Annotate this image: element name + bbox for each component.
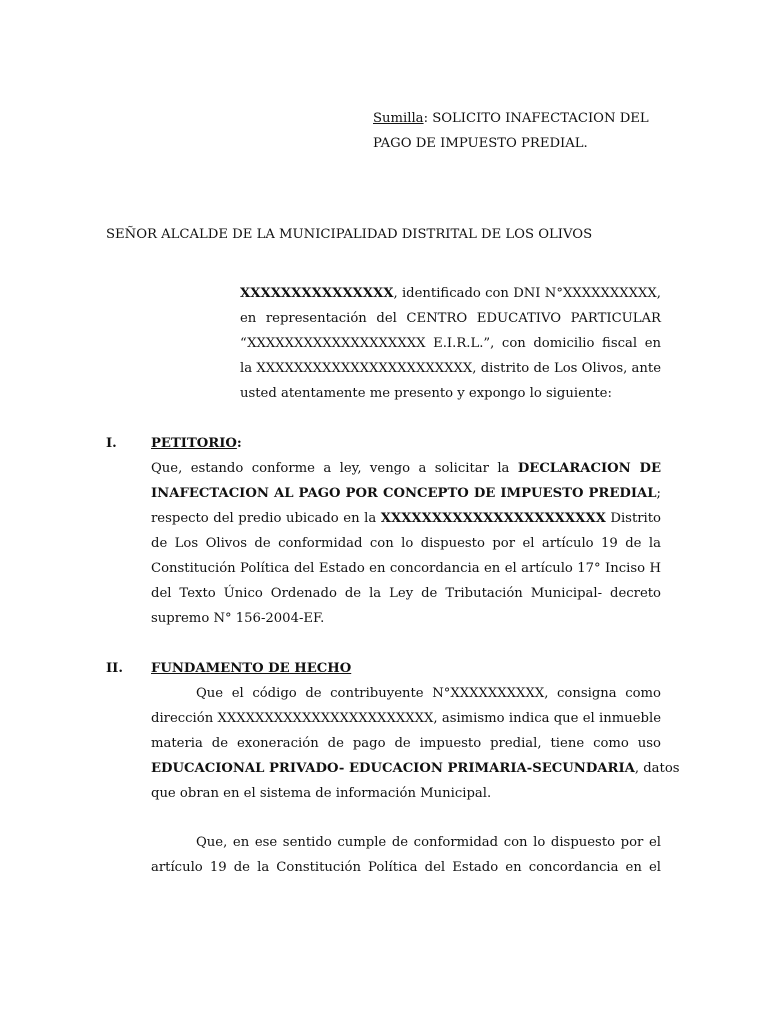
petitorio-line-2 <box>151 481 661 506</box>
section-2-numeral: II. <box>106 661 123 676</box>
sumilla-line-1 <box>373 106 663 131</box>
fundamento-p1-line-4-b: , datos <box>634 761 680 776</box>
predio-address: XXXXXXXXXXXXXXXXXXXXXX <box>380 511 606 526</box>
petitorio-line-3-c: Distrito <box>605 511 661 526</box>
petitorio-heading: PETITORIO <box>151 436 237 451</box>
fundamento-paragraph-2 <box>151 830 661 880</box>
petitorio-line-2-a: INAFECTACION AL PAGO POR CONCEPTO DE IMPUESTO PREDIAL <box>151 486 657 501</box>
uso-educacional: EDUCACIONAL PRIVADO- EDUCACION PRIMARIA-SECUNDARIA <box>151 761 635 776</box>
intro-line-5: usted atentamente me presento y expongo lo siguiente: <box>240 386 612 401</box>
fundamento-paragraph-1 <box>151 681 680 806</box>
petitorio-line-1-b: DECLARACION DE <box>517 461 662 476</box>
fundamento-p2-line-2: artículo 19 de la Constitución Política del Estado en concordancia en el <box>151 860 661 875</box>
fundamento-heading: FUNDAMENTO DE HECHO <box>151 661 352 676</box>
sumilla-block <box>373 106 663 156</box>
fundamento-p1-line-5: que obran en el sistema de información Municipal. <box>151 786 492 801</box>
section-1-numeral: I. <box>106 436 117 451</box>
petitorio-line-6: del Texto Único Ordenado de la Ley de Tributación Municipal- decreto <box>151 586 661 601</box>
fundamento-p1-line-4 <box>151 756 680 781</box>
petitorio-line-3 <box>151 506 661 531</box>
intro-paragraph <box>240 281 661 406</box>
fundamento-p2-line-1: Que, en ese sentido cumple de conformidad con lo dispuesto por el <box>196 835 661 850</box>
sumilla-colon: : <box>423 111 429 126</box>
petitorio-colon: : <box>236 436 242 451</box>
petitorio-line-5: Constitución Política del Estado en concordancia en el artículo 17° Inciso H <box>151 561 661 576</box>
petitorio-paragraph <box>151 456 661 631</box>
petitorio-line-1-a: Que, estando conforme a ley, vengo a solicitar la <box>151 461 518 476</box>
addressee-text: SEÑOR ALCALDE DE LA MUNICIPALIDAD DISTRITAL DE LOS OLIVOS <box>106 227 593 242</box>
fundamento-p1-line-1: Que el código de contribuyente N°XXXXXXXXXX, consigna como <box>196 686 661 701</box>
intro-line-4: la XXXXXXXXXXXXXXXXXXXXXXX, distrito de Los Olivos, ante <box>240 361 661 376</box>
petitorio-line-3-a: respecto del predio ubicado en la <box>151 511 381 526</box>
fundamento-p1-line-2: dirección XXXXXXXXXXXXXXXXXXXXXXX, asimismo indica que el inmueble <box>151 711 661 726</box>
fundamento-p1-line-3: materia de exoneración de pago de impuesto predial, tiene como uso <box>151 736 661 751</box>
petitorio-line-4: de Los Olivos de conformidad con lo dispuesto por el artículo 19 de la <box>151 536 661 551</box>
section-2-heading <box>151 656 351 681</box>
intro-line-1 <box>240 281 661 306</box>
sumilla-label: Sumilla <box>373 111 424 126</box>
petitorio-line-2-b: ; <box>656 486 661 501</box>
sumilla-text-1: SOLICITO INAFECTACION DEL <box>428 111 649 126</box>
petitorio-line-1 <box>151 456 661 481</box>
sumilla-line-2: PAGO DE IMPUESTO PREDIAL. <box>373 136 588 151</box>
intro-line-3: “XXXXXXXXXXXXXXXXXXX E.I.R.L.”, con domicilio fiscal en <box>240 336 661 351</box>
applicant-name: XXXXXXXXXXXXXXX <box>240 286 394 301</box>
intro-line-1-rest: , identificado con DNI N°XXXXXXXXXX, <box>393 286 661 301</box>
addressee <box>106 222 666 247</box>
petitorio-line-7: supremo N° 156-2004-EF. <box>151 611 325 626</box>
intro-line-2: en representación del CENTRO EDUCATIVO PARTICULAR <box>240 311 661 326</box>
section-1-heading <box>151 431 242 456</box>
